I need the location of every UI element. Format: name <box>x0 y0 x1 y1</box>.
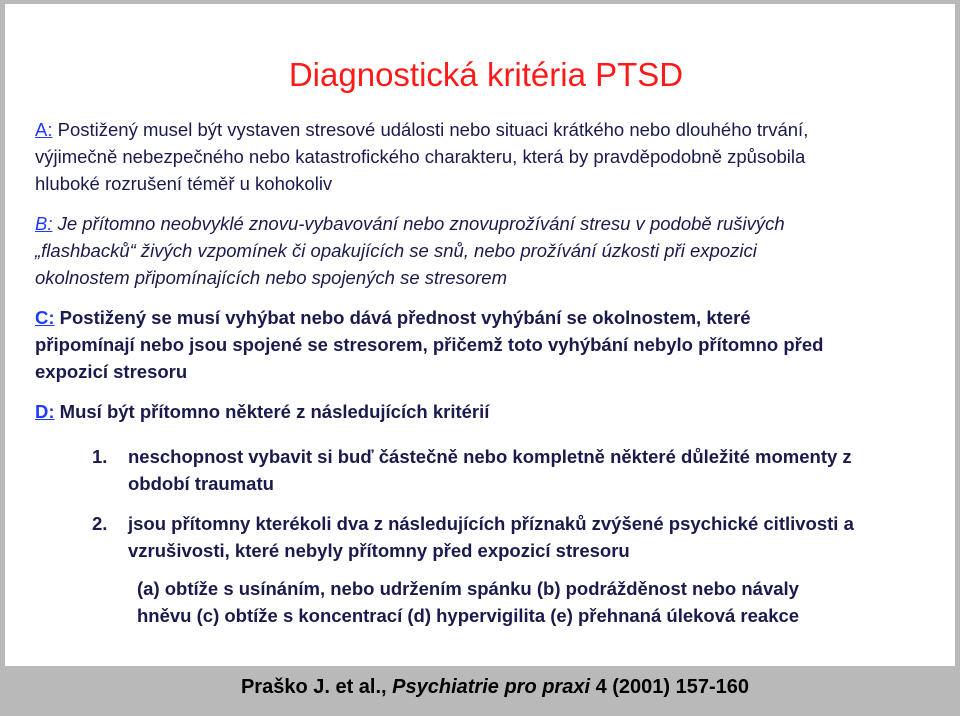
criterion-d-item-2 <box>92 510 872 564</box>
item-number: 1. <box>92 446 108 467</box>
citation-authors: Praško J. et al., <box>240 676 387 698</box>
page-title: Diagnostická kritéria PTSD <box>288 56 684 93</box>
citation-footer <box>0 676 960 699</box>
criterion-c-label: C: <box>35 307 55 328</box>
criterion-a-text: Postižený musel být vystaven stresové události nebo situaci krátkého nebo dlouhého trvání, výjimečně nebezpečného nebo katastrofického charakteru, která by pravděpodobně způsobila hluboké rozrušení téměř u kohokoliv <box>35 119 809 194</box>
criterion-b <box>35 210 845 291</box>
item-text: neschopnost vybavit si buď částečně nebo kompletně některé důležité momenty z období traumatu <box>128 446 852 494</box>
criterion-d <box>35 398 845 425</box>
citation-ref: 4 (2001) 157-160 <box>595 676 750 698</box>
criterion-d-label: D: <box>35 401 55 422</box>
citation-journal: Psychiatrie pro praxi <box>392 676 591 698</box>
item-text: jsou přítomny kterékoli dva z následujících příznaků zvýšené psychické citlivosti a vzrušivosti, které nebyly přítomny před expozicí stresoru <box>128 513 854 561</box>
criterion-d-item-1 <box>92 443 872 497</box>
criterion-d-text: Musí být přítomno některé z následujících kritérií <box>59 401 490 422</box>
criterion-b-text: Je přítomno neobvyklé znovu-vybavování nebo znovuprožívání stresu v podobě rušivých „flashbacků“ živých vzpomínek či opakujících se snů, nebo prožívání úzkosti při expozici okolnostem připomínajících nebo spojených se stresorem <box>35 213 785 288</box>
criterion-b-label: B: <box>35 213 53 234</box>
item-number: 2. <box>92 513 108 534</box>
criterion-a <box>35 116 845 197</box>
criterion-c <box>35 304 845 385</box>
criterion-d-subtext: (a) obtíže s usínáním, nebo udržením spánku (b) podrážděnost nebo návaly hněvu (c) obtíže s koncentrací (d) hypervigilita (e) přehnaná úleková reakce <box>137 578 800 626</box>
criterion-c-text: Postižený se musí vyhýbat nebo dává přednost vyhýbání se okolnostem, které připomínají nebo jsou spojené se stresorem, přičemž toto vyhýbání nebylo přítomno před expozicí stresoru <box>35 307 824 382</box>
criterion-a-label: A: <box>35 119 53 140</box>
